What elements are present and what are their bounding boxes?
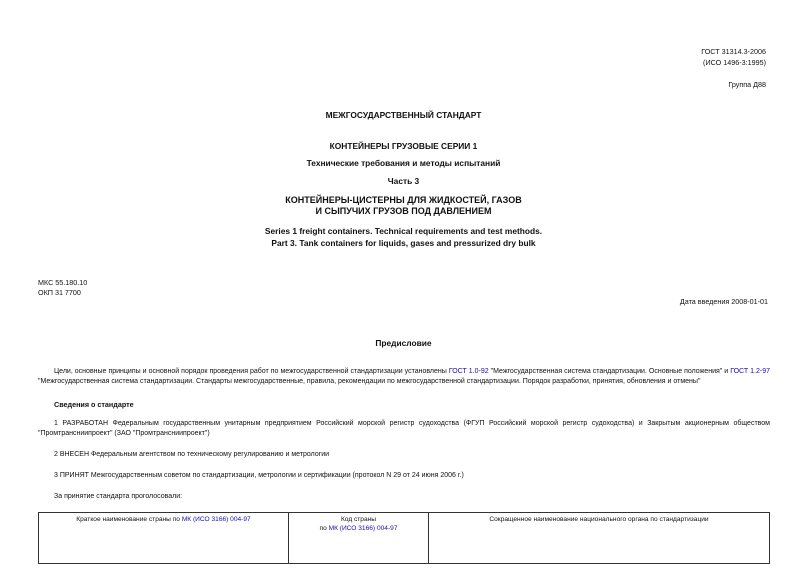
voting-table bbox=[38, 512, 770, 564]
mk-iso-3166-link-2[interactable]: МК (ИСО 3166) 004-97 bbox=[328, 525, 398, 532]
standard-info-heading: Сведения о стандарте bbox=[54, 400, 134, 409]
group-code: Группа Д88 bbox=[728, 80, 766, 89]
voted-label: За принятие стандарта проголосовали: bbox=[54, 493, 183, 500]
preface-text-2: "Межгосударственная система стандартизации. Основные положения" и bbox=[488, 368, 731, 375]
table-header-row bbox=[39, 513, 770, 564]
english-title-line-2: Part 3. Tank containers for liquids, gases and pressurized dry bulk bbox=[271, 238, 536, 248]
country-code-header bbox=[289, 513, 429, 564]
gost-1-0-92-link[interactable]: ГОСТ 1.0-92 bbox=[448, 368, 489, 375]
item-developed: 1 РАЗРАБОТАН Федеральным государственным унитарным предприятием Российский морской регистр судоходства (ФГУП Российский морской регистр судоходства) и Закрытым акционерным обществом "Промтрансниипроект" (ЗАО "Промтрансниипроект") bbox=[38, 420, 770, 437]
series-title: КОНТЕЙНЕРЫ ГРУЗОВЫЕ СЕРИИ 1 bbox=[329, 141, 478, 151]
preface-paragraph bbox=[38, 367, 770, 387]
gost-number: ГОСТ 31314.3-2006 bbox=[701, 47, 766, 56]
country-name-header-text: Краткое наименование страны по bbox=[76, 516, 182, 523]
okp-code: ОКП 31 7700 bbox=[38, 288, 81, 297]
standard-kind-title: МЕЖГОСУДАРСТВЕННЫЙ СТАНДАРТ bbox=[325, 110, 482, 120]
mk-iso-3166-link[interactable]: МК (ИСО 3166) 004-97 bbox=[181, 516, 251, 523]
country-code-header-text: Код страны bbox=[340, 516, 377, 523]
intro-date: Дата введения 2008-01-01 bbox=[679, 297, 768, 306]
iso-reference: (ИСО 1496-3:1995) bbox=[703, 58, 766, 67]
name-line-2: И СЫПУЧИХ ГРУЗОВ ПОД ДАВЛЕНИЕМ bbox=[315, 206, 492, 216]
country-name-header bbox=[39, 513, 289, 564]
item-introduced: 2 ВНЕСЕН Федеральным агентством по техническому регулированию и метрологии bbox=[54, 451, 330, 458]
subtitle: Технические требования и методы испытаний bbox=[306, 158, 501, 168]
preface-text-1: Цели, основные принципы и основной порядок проведения работ по межгосударственной стандартизации установлены bbox=[54, 368, 449, 375]
part-title: Часть 3 bbox=[387, 176, 420, 186]
preface-heading: Предисловие bbox=[375, 338, 432, 348]
country-code-header-prefix: по bbox=[319, 525, 329, 532]
preface-text-3: "Межгосударственная система стандартизации. Стандарты межгосударственные, правила, рекомендации по межгосударственной стандартизации. Порядок разработки, принятия, обновления и отмены" bbox=[38, 378, 701, 385]
item-adopted: 3 ПРИНЯТ Межгосударственным советом по стандартизации, метрологии и сертификации (протокол N 29 от 24 июня 2006 г.) bbox=[54, 472, 464, 479]
national-body-header: Сокращенное наименование национального органа по стандартизации bbox=[429, 513, 770, 564]
gost-1-2-97-link[interactable]: ГОСТ 1.2-97 bbox=[730, 368, 771, 375]
english-title-line-1: Series 1 freight containers. Technical requirements and test methods. bbox=[264, 226, 543, 236]
mks-code: МКС 55.180.10 bbox=[38, 278, 88, 287]
name-line-1: КОНТЕЙНЕРЫ-ЦИСТЕРНЫ ДЛЯ ЖИДКОСТЕЙ, ГАЗОВ bbox=[285, 195, 522, 205]
